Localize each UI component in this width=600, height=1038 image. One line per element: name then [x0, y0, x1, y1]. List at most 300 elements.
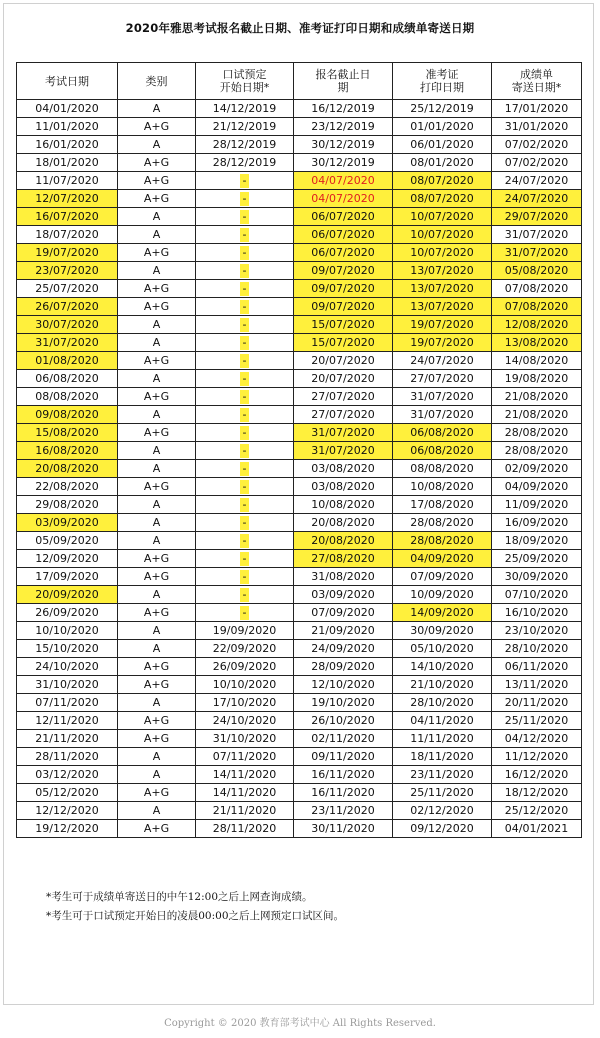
table-row	[17, 802, 582, 820]
category-cell: A+G	[118, 658, 196, 676]
registration-deadline-cell: 04/07/2020	[294, 172, 393, 190]
table-row	[17, 766, 582, 784]
header-category: 类别	[118, 63, 196, 100]
exam-date-cell: 16/08/2020	[17, 442, 118, 460]
category-cell: A+G	[118, 298, 196, 316]
dash-marker: -	[240, 318, 250, 332]
results-mailing-cell: 23/10/2020	[492, 622, 582, 640]
table-row	[17, 316, 582, 334]
admission-print-cell: 10/07/2020	[393, 226, 492, 244]
registration-deadline-cell: 02/11/2020	[294, 730, 393, 748]
speaking-start-cell: 31/10/2020	[196, 730, 294, 748]
admission-print-cell: 30/09/2020	[393, 622, 492, 640]
exam-date-cell: 09/08/2020	[17, 406, 118, 424]
category-cell: A+G	[118, 244, 196, 262]
table-row	[17, 694, 582, 712]
registration-deadline-cell: 20/08/2020	[294, 532, 393, 550]
results-mailing-cell: 07/08/2020	[492, 280, 582, 298]
dash-marker: -	[240, 372, 250, 386]
admission-print-cell: 14/10/2020	[393, 658, 492, 676]
admission-print-cell: 19/07/2020	[393, 334, 492, 352]
registration-deadline-cell: 30/12/2019	[294, 136, 393, 154]
exam-date-cell: 07/11/2020	[17, 694, 118, 712]
results-mailing-cell: 02/09/2020	[492, 460, 582, 478]
dash-marker: -	[240, 516, 250, 530]
results-mailing-cell: 17/01/2020	[492, 100, 582, 118]
table-row	[17, 784, 582, 802]
speaking-start-cell: 21/11/2020	[196, 802, 294, 820]
copyright-text: Copyright © 2020 教育部考试中心 All Rights Reserved.	[164, 1018, 436, 1029]
speaking-start-cell	[196, 550, 294, 568]
category-cell: A	[118, 442, 196, 460]
exam-date-cell: 15/08/2020	[17, 424, 118, 442]
registration-deadline-cell: 24/09/2020	[294, 640, 393, 658]
dash-marker: -	[240, 228, 250, 242]
admission-print-cell: 28/08/2020	[393, 532, 492, 550]
dash-marker: -	[240, 462, 250, 476]
admission-print-cell: 31/07/2020	[393, 388, 492, 406]
dash-marker: -	[240, 282, 250, 296]
exam-date-cell: 26/07/2020	[17, 298, 118, 316]
results-mailing-cell: 07/02/2020	[492, 154, 582, 172]
results-mailing-cell: 30/09/2020	[492, 568, 582, 586]
speaking-start-cell	[196, 532, 294, 550]
admission-print-cell: 06/08/2020	[393, 442, 492, 460]
dash-marker: -	[240, 300, 250, 314]
category-cell: A	[118, 100, 196, 118]
document-title: 2020年雅思考试报名截止日期、准考证打印日期和成绩单寄送日期	[125, 21, 475, 35]
results-mailing-cell: 14/08/2020	[492, 352, 582, 370]
results-mailing-cell: 28/08/2020	[492, 424, 582, 442]
dash-marker: -	[240, 426, 250, 440]
dash-marker: -	[240, 534, 250, 548]
category-cell: A+G	[118, 712, 196, 730]
table-row	[17, 658, 582, 676]
results-mailing-cell: 11/09/2020	[492, 496, 582, 514]
table-header-row	[17, 63, 582, 100]
results-mailing-cell: 20/11/2020	[492, 694, 582, 712]
results-mailing-cell: 25/11/2020	[492, 712, 582, 730]
dash-marker: -	[240, 498, 250, 512]
header-exam-date: 考试日期	[17, 63, 118, 100]
speaking-start-cell	[196, 226, 294, 244]
registration-deadline-cell: 31/08/2020	[294, 568, 393, 586]
footnote-results-query: *考生可于成绩单寄送日的中午12:00之后上网查询成绩。	[46, 891, 313, 903]
speaking-start-cell: 26/09/2020	[196, 658, 294, 676]
admission-print-cell: 13/07/2020	[393, 280, 492, 298]
speaking-start-cell: 28/12/2019	[196, 154, 294, 172]
table-row	[17, 190, 582, 208]
header-registration-deadline: 报名截止日 期	[294, 63, 393, 100]
admission-print-cell: 14/09/2020	[393, 604, 492, 622]
registration-deadline-cell: 07/09/2020	[294, 604, 393, 622]
admission-print-cell: 17/08/2020	[393, 496, 492, 514]
speaking-start-cell: 14/12/2019	[196, 100, 294, 118]
results-mailing-cell: 13/11/2020	[492, 676, 582, 694]
exam-date-cell: 31/07/2020	[17, 334, 118, 352]
speaking-start-cell: 07/11/2020	[196, 748, 294, 766]
category-cell: A	[118, 802, 196, 820]
category-cell: A	[118, 406, 196, 424]
results-mailing-cell: 31/07/2020	[492, 226, 582, 244]
exam-date-cell: 18/07/2020	[17, 226, 118, 244]
exam-date-cell: 12/07/2020	[17, 190, 118, 208]
category-cell: A+G	[118, 550, 196, 568]
category-cell: A+G	[118, 190, 196, 208]
exam-date-cell: 15/10/2020	[17, 640, 118, 658]
table-row	[17, 226, 582, 244]
category-cell: A+G	[118, 118, 196, 136]
footnotes	[46, 888, 344, 926]
speaking-start-cell	[196, 604, 294, 622]
exam-date-cell: 08/08/2020	[17, 388, 118, 406]
dash-marker: -	[240, 588, 250, 602]
speaking-start-cell: 19/09/2020	[196, 622, 294, 640]
exam-date-cell: 24/10/2020	[17, 658, 118, 676]
category-cell: A	[118, 532, 196, 550]
category-cell: A	[118, 496, 196, 514]
registration-deadline-cell: 31/07/2020	[294, 442, 393, 460]
registration-deadline-cell: 04/07/2020	[294, 190, 393, 208]
speaking-start-cell	[196, 334, 294, 352]
category-cell: A+G	[118, 424, 196, 442]
dash-marker: -	[240, 570, 250, 584]
results-mailing-cell: 31/01/2020	[492, 118, 582, 136]
exam-date-cell: 19/07/2020	[17, 244, 118, 262]
table-row	[17, 118, 582, 136]
registration-deadline-cell: 10/08/2020	[294, 496, 393, 514]
registration-deadline-cell: 31/07/2020	[294, 424, 393, 442]
category-cell: A	[118, 640, 196, 658]
registration-deadline-cell: 09/07/2020	[294, 280, 393, 298]
registration-deadline-cell: 30/12/2019	[294, 154, 393, 172]
exam-date-cell: 12/11/2020	[17, 712, 118, 730]
speaking-start-cell	[196, 316, 294, 334]
registration-deadline-cell: 19/10/2020	[294, 694, 393, 712]
table-row	[17, 712, 582, 730]
table-row	[17, 244, 582, 262]
exam-date-cell: 28/11/2020	[17, 748, 118, 766]
dash-marker: -	[240, 246, 250, 260]
speaking-start-cell	[196, 388, 294, 406]
admission-print-cell: 10/07/2020	[393, 208, 492, 226]
admission-print-cell: 11/11/2020	[393, 730, 492, 748]
admission-print-cell: 06/01/2020	[393, 136, 492, 154]
results-mailing-cell: 24/07/2020	[492, 190, 582, 208]
admission-print-cell: 13/07/2020	[393, 298, 492, 316]
speaking-start-cell	[196, 406, 294, 424]
table-row	[17, 730, 582, 748]
category-cell: A	[118, 748, 196, 766]
header-admission-print: 准考证 打印日期	[393, 63, 492, 100]
table-row	[17, 622, 582, 640]
dash-marker: -	[240, 354, 250, 368]
results-mailing-cell: 05/08/2020	[492, 262, 582, 280]
table-row	[17, 568, 582, 586]
results-mailing-cell: 16/10/2020	[492, 604, 582, 622]
category-cell: A+G	[118, 280, 196, 298]
results-mailing-cell: 07/02/2020	[492, 136, 582, 154]
exam-date-cell: 25/07/2020	[17, 280, 118, 298]
registration-deadline-cell: 20/07/2020	[294, 352, 393, 370]
admission-print-cell: 08/08/2020	[393, 460, 492, 478]
dash-marker: -	[240, 606, 250, 620]
admission-print-cell: 21/10/2020	[393, 676, 492, 694]
exam-date-cell: 30/07/2020	[17, 316, 118, 334]
speaking-start-cell	[196, 478, 294, 496]
speaking-start-cell	[196, 424, 294, 442]
speaking-start-cell: 28/11/2020	[196, 820, 294, 838]
speaking-start-cell: 24/10/2020	[196, 712, 294, 730]
registration-deadline-cell: 16/11/2020	[294, 784, 393, 802]
admission-print-cell: 10/08/2020	[393, 478, 492, 496]
admission-print-cell: 04/09/2020	[393, 550, 492, 568]
admission-print-cell: 28/08/2020	[393, 514, 492, 532]
table-row	[17, 478, 582, 496]
speaking-start-cell: 14/11/2020	[196, 766, 294, 784]
speaking-start-cell: 21/12/2019	[196, 118, 294, 136]
table-row	[17, 550, 582, 568]
table-row	[17, 280, 582, 298]
table-row	[17, 334, 582, 352]
dash-marker: -	[240, 552, 250, 566]
category-cell: A	[118, 334, 196, 352]
exam-date-cell: 03/12/2020	[17, 766, 118, 784]
table-row	[17, 460, 582, 478]
dash-marker: -	[240, 192, 250, 206]
dash-marker: -	[240, 480, 250, 494]
dash-marker: -	[240, 264, 250, 278]
registration-deadline-cell: 03/08/2020	[294, 460, 393, 478]
exam-schedule-table	[16, 62, 582, 838]
results-mailing-cell: 28/10/2020	[492, 640, 582, 658]
speaking-start-cell: 22/09/2020	[196, 640, 294, 658]
registration-deadline-cell: 06/07/2020	[294, 226, 393, 244]
category-cell: A+G	[118, 676, 196, 694]
table-row	[17, 424, 582, 442]
admission-print-cell: 08/07/2020	[393, 172, 492, 190]
category-cell: A	[118, 136, 196, 154]
speaking-start-cell	[196, 172, 294, 190]
table-row	[17, 154, 582, 172]
admission-print-cell: 01/01/2020	[393, 118, 492, 136]
speaking-start-cell	[196, 298, 294, 316]
category-cell: A+G	[118, 172, 196, 190]
speaking-start-cell	[196, 244, 294, 262]
speaking-start-cell	[196, 442, 294, 460]
speaking-start-cell	[196, 262, 294, 280]
registration-deadline-cell: 03/08/2020	[294, 478, 393, 496]
results-mailing-cell: 16/12/2020	[492, 766, 582, 784]
exam-date-cell: 31/10/2020	[17, 676, 118, 694]
results-mailing-cell: 16/09/2020	[492, 514, 582, 532]
dash-marker: -	[240, 444, 250, 458]
header-speaking-start: 口试预定 开始日期*	[196, 63, 294, 100]
table-row	[17, 586, 582, 604]
table-row	[17, 532, 582, 550]
registration-deadline-cell: 27/07/2020	[294, 406, 393, 424]
admission-print-cell: 25/12/2019	[393, 100, 492, 118]
footnote-speaking-booking: *考生可于口试预定开始日的凌晨00:00之后上网预定口试区间。	[46, 910, 345, 922]
registration-deadline-cell: 03/09/2020	[294, 586, 393, 604]
table-row	[17, 298, 582, 316]
admission-print-cell: 04/11/2020	[393, 712, 492, 730]
results-mailing-cell: 28/08/2020	[492, 442, 582, 460]
registration-deadline-cell: 20/07/2020	[294, 370, 393, 388]
registration-deadline-cell: 09/11/2020	[294, 748, 393, 766]
admission-print-cell: 10/09/2020	[393, 586, 492, 604]
registration-deadline-cell: 28/09/2020	[294, 658, 393, 676]
admission-print-cell: 27/07/2020	[393, 370, 492, 388]
table-row	[17, 100, 582, 118]
exam-date-cell: 29/08/2020	[17, 496, 118, 514]
speaking-start-cell	[196, 208, 294, 226]
dash-marker: -	[240, 390, 250, 404]
exam-date-cell: 03/09/2020	[17, 514, 118, 532]
category-cell: A	[118, 370, 196, 388]
table-row	[17, 514, 582, 532]
speaking-start-cell: 14/11/2020	[196, 784, 294, 802]
exam-date-cell: 16/07/2020	[17, 208, 118, 226]
table-row	[17, 172, 582, 190]
category-cell: A	[118, 262, 196, 280]
category-cell: A	[118, 208, 196, 226]
table-row	[17, 640, 582, 658]
admission-print-cell: 08/01/2020	[393, 154, 492, 172]
exam-date-cell: 11/01/2020	[17, 118, 118, 136]
results-mailing-cell: 21/08/2020	[492, 406, 582, 424]
results-mailing-cell: 18/12/2020	[492, 784, 582, 802]
category-cell: A	[118, 622, 196, 640]
category-cell: A+G	[118, 730, 196, 748]
table-row	[17, 748, 582, 766]
exam-date-cell: 17/09/2020	[17, 568, 118, 586]
results-mailing-cell: 13/08/2020	[492, 334, 582, 352]
exam-date-cell: 23/07/2020	[17, 262, 118, 280]
header-results-mailing: 成绩单 寄送日期*	[492, 63, 582, 100]
admission-print-cell: 08/07/2020	[393, 190, 492, 208]
speaking-start-cell	[196, 514, 294, 532]
admission-print-cell: 06/08/2020	[393, 424, 492, 442]
category-cell: A	[118, 586, 196, 604]
admission-print-cell: 28/10/2020	[393, 694, 492, 712]
results-mailing-cell: 24/07/2020	[492, 172, 582, 190]
admission-print-cell: 23/11/2020	[393, 766, 492, 784]
category-cell: A	[118, 316, 196, 334]
exam-date-cell: 21/11/2020	[17, 730, 118, 748]
exam-date-cell: 22/08/2020	[17, 478, 118, 496]
registration-deadline-cell: 21/09/2020	[294, 622, 393, 640]
results-mailing-cell: 07/10/2020	[492, 586, 582, 604]
dash-marker: -	[240, 210, 250, 224]
exam-date-cell: 12/12/2020	[17, 802, 118, 820]
results-mailing-cell: 29/07/2020	[492, 208, 582, 226]
table-row	[17, 136, 582, 154]
category-cell: A	[118, 514, 196, 532]
dash-marker: -	[240, 174, 250, 188]
admission-print-cell: 07/09/2020	[393, 568, 492, 586]
results-mailing-cell: 25/09/2020	[492, 550, 582, 568]
speaking-start-cell	[196, 280, 294, 298]
speaking-start-cell: 17/10/2020	[196, 694, 294, 712]
table-body	[17, 100, 582, 838]
results-mailing-cell: 06/11/2020	[492, 658, 582, 676]
exam-date-cell: 05/09/2020	[17, 532, 118, 550]
table-row	[17, 442, 582, 460]
results-mailing-cell: 04/09/2020	[492, 478, 582, 496]
registration-deadline-cell: 12/10/2020	[294, 676, 393, 694]
exam-date-cell: 04/01/2020	[17, 100, 118, 118]
exam-date-cell: 26/09/2020	[17, 604, 118, 622]
admission-print-cell: 31/07/2020	[393, 406, 492, 424]
registration-deadline-cell: 23/11/2020	[294, 802, 393, 820]
results-mailing-cell: 07/08/2020	[492, 298, 582, 316]
exam-date-cell: 01/08/2020	[17, 352, 118, 370]
admission-print-cell: 09/12/2020	[393, 820, 492, 838]
registration-deadline-cell: 20/08/2020	[294, 514, 393, 532]
category-cell: A	[118, 460, 196, 478]
speaking-start-cell	[196, 586, 294, 604]
registration-deadline-cell: 16/12/2019	[294, 100, 393, 118]
results-mailing-cell: 04/12/2020	[492, 730, 582, 748]
category-cell: A+G	[118, 154, 196, 172]
registration-deadline-cell: 15/07/2020	[294, 334, 393, 352]
category-cell: A	[118, 766, 196, 784]
registration-deadline-cell: 09/07/2020	[294, 298, 393, 316]
results-mailing-cell: 12/08/2020	[492, 316, 582, 334]
exam-date-cell: 12/09/2020	[17, 550, 118, 568]
category-cell: A+G	[118, 820, 196, 838]
table-row	[17, 370, 582, 388]
results-mailing-cell: 11/12/2020	[492, 748, 582, 766]
dash-marker: -	[240, 408, 250, 422]
registration-deadline-cell: 30/11/2020	[294, 820, 393, 838]
speaking-start-cell	[196, 496, 294, 514]
registration-deadline-cell: 26/10/2020	[294, 712, 393, 730]
speaking-start-cell	[196, 370, 294, 388]
speaking-start-cell	[196, 190, 294, 208]
results-mailing-cell: 04/01/2021	[492, 820, 582, 838]
dash-marker: -	[240, 336, 250, 350]
results-mailing-cell: 18/09/2020	[492, 532, 582, 550]
exam-date-cell: 20/09/2020	[17, 586, 118, 604]
category-cell: A+G	[118, 568, 196, 586]
table-row	[17, 496, 582, 514]
exam-date-cell: 16/01/2020	[17, 136, 118, 154]
exam-date-cell: 05/12/2020	[17, 784, 118, 802]
table-row	[17, 406, 582, 424]
category-cell: A	[118, 226, 196, 244]
speaking-start-cell	[196, 568, 294, 586]
category-cell: A+G	[118, 784, 196, 802]
speaking-start-cell: 10/10/2020	[196, 676, 294, 694]
exam-date-cell: 18/01/2020	[17, 154, 118, 172]
exam-date-cell: 19/12/2020	[17, 820, 118, 838]
table-row	[17, 388, 582, 406]
table-row	[17, 604, 582, 622]
category-cell: A+G	[118, 388, 196, 406]
results-mailing-cell: 19/08/2020	[492, 370, 582, 388]
registration-deadline-cell: 27/08/2020	[294, 550, 393, 568]
registration-deadline-cell: 09/07/2020	[294, 262, 393, 280]
admission-print-cell: 02/12/2020	[393, 802, 492, 820]
admission-print-cell: 13/07/2020	[393, 262, 492, 280]
exam-date-cell: 20/08/2020	[17, 460, 118, 478]
registration-deadline-cell: 23/12/2019	[294, 118, 393, 136]
registration-deadline-cell: 06/07/2020	[294, 208, 393, 226]
category-cell: A	[118, 694, 196, 712]
category-cell: A+G	[118, 478, 196, 496]
